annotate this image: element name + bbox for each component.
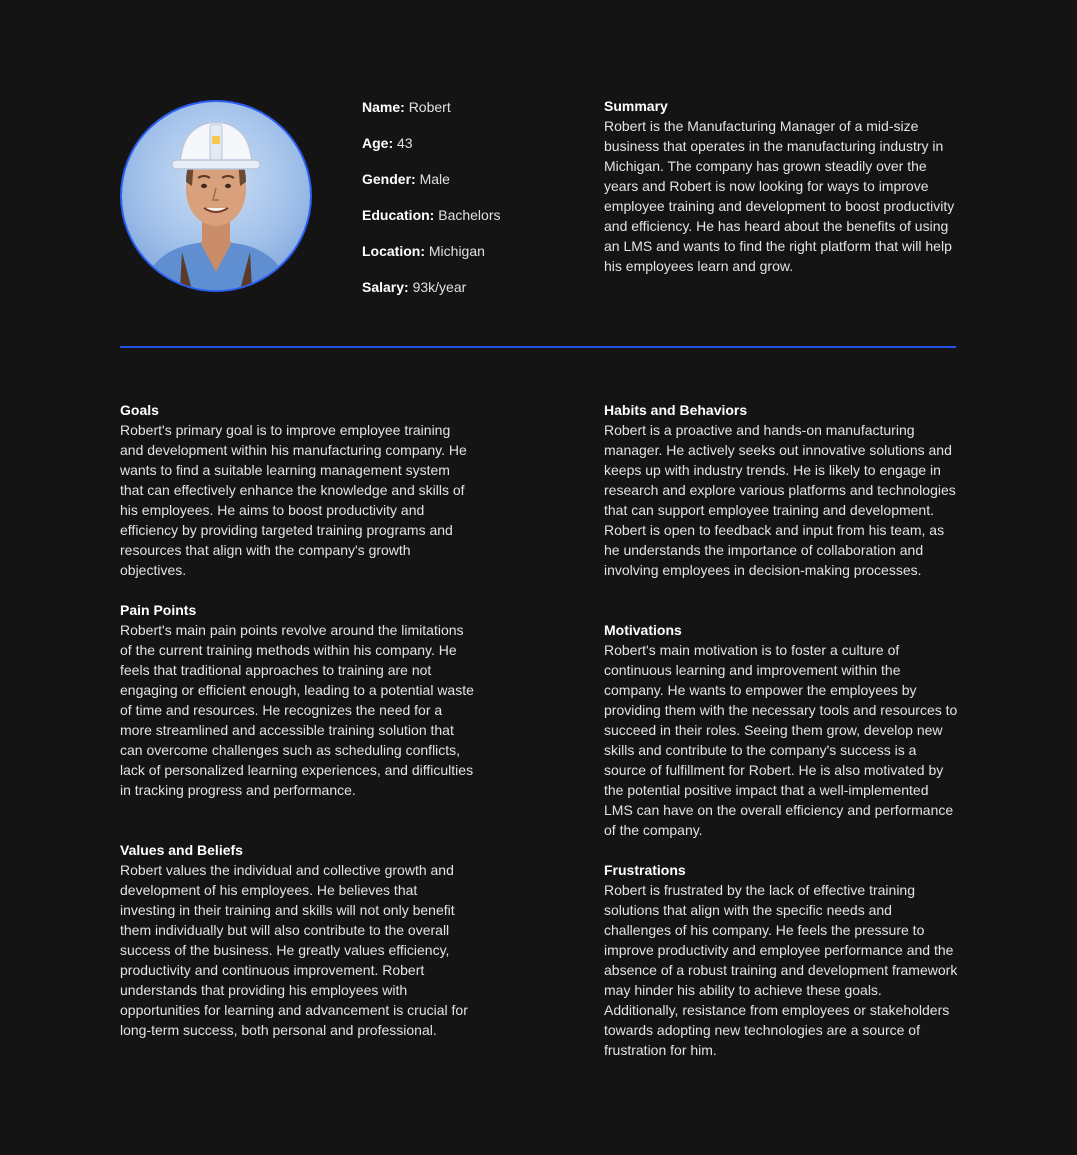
- attr-age: [362, 133, 582, 153]
- attr-location-label: Location:: [362, 243, 425, 259]
- attr-gender: [362, 169, 582, 189]
- motivations-text: Robert's main motivation is to foster a culture of continuous learning and improvement within the company. He wants to empower the employees by providing them with the necessary tools and resources to succeed in their roles. Seeing them grow, develop new skills and contribute to the company's success is a source of fulfillment for Robert. He is also motivated by the potential positive impact that a well-implemented LMS can have on the overall efficiency and performance of the company.: [604, 642, 958, 838]
- goals-title: Goals: [120, 402, 159, 418]
- goals-section: [120, 400, 475, 580]
- attr-name-label: Name:: [362, 99, 405, 115]
- pain-points-title: Pain Points: [120, 602, 197, 618]
- values-text: Robert values the individual and collective growth and development of his employees. He believes that investing in their training and skills will not only benefit them individually but will also contribute to the overall success of the business. He greatly values efficiency, productivity and continuous improvement. Robert understands that providing his employees with opportunities for learning and advancement is crucial for long-term success, both personal and professional.: [120, 862, 468, 1038]
- habits-text: Robert is a proactive and hands-on manufacturing manager. He actively seeks out innovative solutions and keeps up with industry trends. He is likely to engage in research and explore various platforms and technologies that can support employee training and development. Robert is open to feedback and input from his team, as he understands the importance of collaboration and involving employees in decision-making processes.: [604, 422, 956, 578]
- motivations-section: [604, 620, 959, 840]
- summary-text: Robert is the Manufacturing Manager of a mid-size business that operates in the manufacturing industry in Michigan. The company has grown steadily over the years and Robert is now looking for ways to improve employee training and development to boost productivity and efficiency. He has heard about the benefits of using an LMS and wants to find the right platform that will help his employees learn and grow.: [604, 118, 955, 274]
- avatar: [120, 100, 312, 292]
- attr-name: [362, 97, 582, 117]
- attr-location: [362, 241, 582, 261]
- attr-name-value: Robert: [408, 99, 451, 115]
- motivations-title: Motivations: [604, 622, 682, 638]
- habits-section: [604, 400, 959, 580]
- attr-education-value: Bachelors: [438, 207, 501, 223]
- worker-portrait-icon: [122, 102, 310, 290]
- attr-gender-value: Male: [419, 171, 450, 187]
- attr-education-label: Education:: [362, 207, 435, 223]
- pain-points-section: [120, 600, 475, 800]
- habits-title: Habits and Behaviors: [604, 402, 748, 418]
- section-divider: [120, 346, 956, 348]
- goals-text: Robert's primary goal is to improve employee training and development within his manufacturing company. He wants to find a suitable learning management system that can effectively enhance the knowledge and skills of his employees. He aims to boost productivity and efficiency by providing targeted training programs and resources that align with the company's growth objectives.: [120, 422, 467, 578]
- attr-location-value: Michigan: [428, 243, 485, 259]
- frustrations-section: [604, 860, 959, 1060]
- pain-points-text: Robert's main pain points revolve around the limitations of the current training methods within his company. He feels that traditional approaches to training are not engaging or efficient enough, leading to a potential waste of time and resources. He recognizes the need for a more streamlined and accessible training solution that can overcome challenges such as scheduling conflicts, lack of personalized learning experiences, and difficulties in tracking progress and performance.: [120, 622, 474, 798]
- values-title: Values and Beliefs: [120, 842, 243, 858]
- attr-gender-label: Gender:: [362, 171, 416, 187]
- profile-attributes: [362, 97, 582, 313]
- attr-age-value: 43: [397, 135, 413, 151]
- values-section: [120, 840, 475, 1040]
- attr-salary-value: 93k/year: [412, 279, 467, 295]
- attr-salary: [362, 277, 582, 297]
- attr-age-label: Age:: [362, 135, 394, 151]
- attr-education: [362, 205, 582, 225]
- summary-title: Summary: [604, 98, 668, 114]
- summary-section: [604, 96, 959, 276]
- frustrations-title: Frustrations: [604, 862, 686, 878]
- attr-salary-label: Salary:: [362, 279, 409, 295]
- frustrations-text: Robert is frustrated by the lack of effective training solutions that align with the specific needs and challenges of his company. He feels the pressure to improve productivity and employee performance and the absence of a robust training and development framework may hinder his ability to achieve these goals. Additionally, resistance from employees or stakeholders towards adopting new technologies are a source of frustration for him.: [604, 882, 958, 1058]
